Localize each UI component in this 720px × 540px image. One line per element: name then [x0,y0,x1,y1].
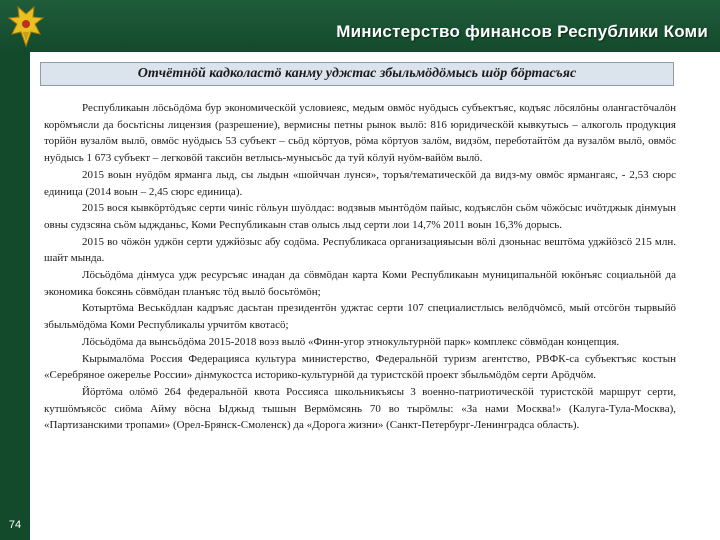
paragraph: Лӧсьӧдӧма дiнмуса удж ресурсъяс инадан да сӧвмӧдан карта Коми Республикаын муниципальнӧй юкӧнъяс социальнӧй да экономика боксянь сӧвмӧдан планъяс тӧд вылӧ босьтӧмӧн; [44,269,676,298]
paragraph: Котыртӧма Веськӧдлан кадръяс дасьтан президентӧн уджтас серти 107 специалистлысь велӧдчӧмсӧ, мый отсӧгӧн тырвыйӧ збыльмӧдӧма Коми Республикалы урчитӧм квотасӧ; [44,302,676,332]
left-side-bar [0,52,30,540]
paragraph: 2015 вося кывкӧртӧдъяс серти чинiс гӧльун шуӧлдас: водзвыв мынтӧдӧм пайыс, кодъяслӧн сьӧм чӧжӧсыс ичӧтджык дiнмуын овны судзсяна сьӧм ыджданьс, Коми Республикаын став олысь лыд серти лои 14,7% 2011 воын 16,3% дорысь. [44,202,676,231]
slide-title: Отчётнӧй кадколастӧ канму уджтас збыльмӧдӧмысь шӧр бӧртасъяс [40,62,674,86]
paragraph: 2015 во чӧжӧн уджӧн серти уджйӧзыс абу содӧма. Республикаса организацияысын вӧлі дзоньнас вештӧма уджйӧзсӧ 215 млн. шайт мында. [44,235,676,265]
report-text [44,100,676,434]
header-bar [0,0,720,52]
page-number: 74 [8,519,22,531]
paragraph: 2015 воын нуӧдӧм ярманга лыд, сы лыдын «шойччан лунся», торъя/тематическӧй да видз-му овмӧс ярмангаяс, - 2,53 сюрс единица (2014 воын – 2,45 сюрс единица). [44,168,676,198]
komi-emblem-icon [6,2,46,48]
paragraph: Республикаын лӧсьӧдӧма бур экономическӧй условиеяс, медым овмӧс нуӧдысь субъектъяс, кодъяс лӧсялӧны олангастӧчалӧн корӧмъясли да босьтісны лицензия (разрешение), вермисны петны рынок вылӧ: 816 юридическӧй кывкутысь – алкоголь продукция торйӧн вузалӧм вылӧ, овмӧс нуӧдысь 53 субъект – сьӧд кӧртуов, рӧма кӧртуов залӧм, видзӧм, переботайтӧм да вузалӧм вылӧ, овмӧс нуӧдысь 1 673 субъект – легковӧй таксиӧн ветлысь-мунысьӧс да туй кӧлуй нуӧм-вайӧм вылӧ. [44,102,676,165]
ministry-title: Министерство финансов Республики Коми [336,22,708,41]
paragraph: Лӧсьӧдӧма да вынсьӧдӧма 2015-2018 воэз вылӧ «Финн-угор этнокультурнӧй парк» комплекс сӧвмӧдан концепция. [82,335,620,348]
paragraph: Йӧртӧма олӧмӧ 264 федеральнӧй квота Россияса школьникъясы 3 военно-патриотическӧй туристскӧй маршрут серти, кутшӧмъясӧс сиӧма Айму вӧсна Ыджыд тышын Вермӧмсянь 70 во тырӧмлы: «За нами Москва!» (Калуга-Тула-Москва), «Партизанскими тропами» (Орел-Брянск-Смоленск) да «Дорога жизни» (Санкт-Петербург-Ленинградса область). [44,385,676,432]
paragraph: Кырымалӧма Россия Федерацияса культура министерство, Федеральнӧй туризм агентство, РВФК-са субъектъяс костын «Серебряное ожерелье России» дiнмукостса историко-культурнӧй да туристскӧй проект збыльмӧдӧм серти Арӧдчӧм. [44,352,676,382]
